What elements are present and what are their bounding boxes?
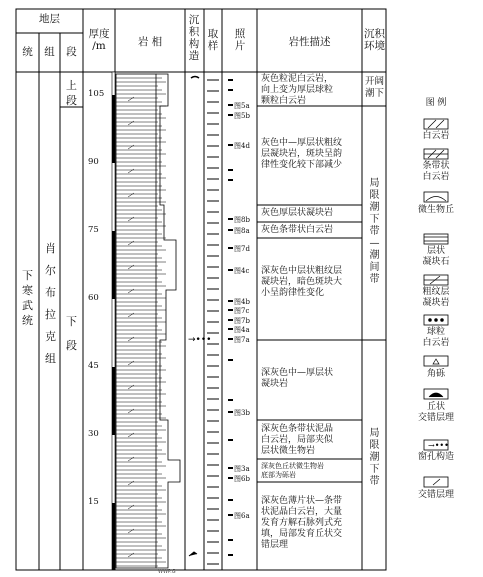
- photo-marker: [228, 114, 233, 116]
- photo-label: 图7d: [234, 245, 250, 253]
- photo-label: 图5a: [234, 102, 250, 110]
- legend-item-label: 层状 凝块石: [422, 246, 450, 267]
- legend-item-label: 球粒 白云岩: [422, 327, 450, 348]
- depth-tick-label: 45: [88, 361, 99, 371]
- photo-label: 图8b: [234, 216, 250, 224]
- desc-8: 深灰色丘状微生物岩 底部为砾岩: [261, 462, 324, 479]
- photo-marker: [228, 319, 233, 321]
- photo-marker: [228, 247, 233, 249]
- photo-label: 图7c: [234, 307, 250, 315]
- photo-label: 图8a: [234, 227, 250, 235]
- structure-symbol-bottom: [189, 552, 197, 556]
- photo-label: 图6b: [234, 475, 250, 483]
- arrow-symbol: →•••: [188, 335, 212, 345]
- photo-header: 照片: [234, 28, 246, 52]
- photo-marker: [228, 477, 233, 479]
- depth-ruler: [112, 72, 115, 570]
- legend-item-label: 窗孔构造: [417, 452, 454, 462]
- footer-mark: WWP.G: [158, 569, 176, 575]
- depth-tick-label: 105: [88, 89, 105, 99]
- section-header: 段: [66, 46, 77, 58]
- photo-marker: [228, 269, 233, 271]
- photo-marker: [228, 554, 233, 556]
- photo-marker: [228, 328, 233, 330]
- env-restricted-subtidal: 局限潮下带: [369, 428, 380, 487]
- photo-marker: [228, 338, 233, 340]
- group-label: 肖尔布拉克组: [45, 242, 56, 365]
- photo-marker: [228, 399, 233, 401]
- group-header: 组: [44, 46, 55, 58]
- photo-label: 图5b: [234, 112, 250, 120]
- legend-item-label: 微生物丘: [417, 205, 454, 215]
- legend-item-label: 粗纹层 凝块岩: [422, 287, 450, 308]
- depth-tick-label: 30: [88, 429, 99, 439]
- desc-7: 深灰色条带状泥晶 白云岩，局部夹似 层状微生物岩: [261, 424, 334, 456]
- photo-label: 图7a: [234, 336, 250, 344]
- photo-label: 图6a: [234, 512, 250, 520]
- photo-marker: [228, 309, 233, 311]
- photo-marker: [228, 144, 233, 146]
- legend-item-label: 丘状 交错层理: [417, 402, 454, 423]
- legend-title: 图 例: [425, 98, 447, 108]
- thickness-header: 厚度 /m: [88, 28, 110, 52]
- depth-tick-label: 75: [88, 225, 99, 235]
- photo-label: 图4b: [234, 298, 250, 306]
- photo-marker: [228, 300, 233, 302]
- photo-label: 图4d: [234, 142, 250, 150]
- photo-marker: [228, 79, 233, 81]
- svg-text:→•••: →•••: [428, 441, 449, 450]
- desc-6: 深灰色中—厚层状 凝块岩: [261, 368, 334, 389]
- photo-markers: [228, 79, 233, 556]
- photo-marker: [228, 359, 233, 361]
- photo-label: 图4c: [234, 267, 250, 275]
- system-header: 统: [22, 46, 33, 58]
- lithology-header: 岩性描述: [288, 36, 331, 48]
- sampling-marks: [207, 80, 219, 564]
- depth-tick-label: 90: [88, 157, 99, 167]
- desc-9: 深灰色薄片状—条带 状泥晶白云岩，大量 发育方解石脉列式充 填，局部发育丘状交 错层理: [261, 496, 343, 550]
- environment-header: 沉积环境: [364, 28, 385, 52]
- desc-2: 灰色中—厚层状粗纹 层凝块岩，斑块呈韵 律性变化较下部减少: [261, 138, 343, 170]
- photo-marker: [228, 218, 233, 220]
- photo-marker: [228, 179, 233, 181]
- legend-item-label: 交错层理: [417, 490, 454, 500]
- desc-3: 灰色厚层状凝块岩: [261, 208, 334, 218]
- lower-section-label: 下段: [66, 315, 77, 352]
- desc-5: 深灰色中层状粗纹层 凝块岩，暗色斑块大 小呈韵律性变化: [261, 266, 343, 298]
- photo-label: 图3a: [234, 465, 250, 473]
- desc-4: 灰色条带状白云岩: [261, 225, 334, 235]
- system-label: 下寒武统: [22, 269, 33, 327]
- photo-label: 图3b: [234, 409, 250, 417]
- desc-1: 灰色粒泥白云岩， 向上变为厚层球粒 颗粒白云岩: [261, 74, 334, 106]
- photo-marker: [228, 169, 233, 171]
- lithology-column: [116, 74, 180, 568]
- photo-marker: [228, 439, 233, 441]
- strata-header: 地层: [39, 13, 60, 25]
- lithofacies-header: 岩 相: [137, 36, 163, 48]
- structure-symbol-top: [191, 77, 199, 79]
- photo-marker: [228, 539, 233, 541]
- photo-label: 图4a: [234, 326, 250, 334]
- sampling-header: 取样: [207, 28, 219, 52]
- photo-marker: [228, 499, 233, 501]
- photo-marker: [228, 467, 233, 469]
- legend-item-label: 白云岩: [422, 131, 450, 141]
- upper-section-label: 上段: [66, 79, 77, 107]
- structure-header: 沉积构造: [188, 14, 200, 62]
- env-open-subtidal: 开阔 潮下: [364, 76, 384, 99]
- photo-marker: [228, 514, 233, 516]
- legend-item-label: 角砾: [426, 369, 445, 379]
- depth-tick-label: 15: [88, 497, 99, 507]
- photo-marker: [228, 89, 233, 91]
- legend-item-label: 条带状 白云岩: [422, 161, 450, 182]
- photo-marker: [228, 104, 233, 106]
- photo-marker: [228, 411, 233, 413]
- photo-label: 图7b: [234, 317, 250, 325]
- photo-marker: [228, 229, 233, 231]
- env-restricted-intertidal: 局限潮下带—潮间带: [369, 178, 380, 285]
- depth-tick-label: 60: [88, 293, 99, 303]
